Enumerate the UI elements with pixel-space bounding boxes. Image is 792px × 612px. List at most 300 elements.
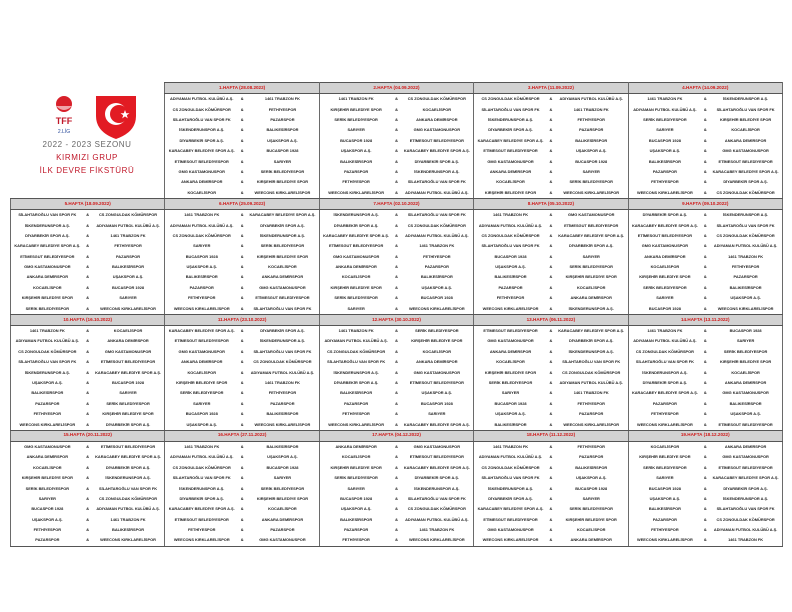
vs-separator: & bbox=[395, 348, 398, 354]
home-team: SARIYER bbox=[628, 473, 701, 483]
away-team: FETHİYESPOR bbox=[246, 388, 319, 398]
away-team: FETHİYESPOR bbox=[400, 251, 473, 261]
away-team: WEECONS KIRKLARELİSPOR bbox=[555, 188, 628, 199]
away-team: ADIYAMAN FUTBOL KULÜBÜ A.Ş. bbox=[92, 220, 165, 230]
away-team: CS ZONGULDAK KÖMÜRSPOR bbox=[709, 231, 782, 241]
home-team: ANKARA DEMİRSPOR bbox=[474, 347, 547, 357]
vs-separator: & bbox=[240, 464, 244, 470]
match-row bbox=[11, 525, 783, 535]
away-team: ETİMESGUT BELEDİYESPOR bbox=[246, 293, 319, 303]
away-team: SİLAHTAROĞLU VAN SPOR FK bbox=[709, 104, 782, 114]
vs-separator: & bbox=[395, 96, 398, 102]
vs-separator: & bbox=[395, 148, 398, 154]
match-row bbox=[11, 504, 783, 514]
away-team: ANKARA DEMİRSPOR bbox=[709, 378, 782, 388]
vs-separator: & bbox=[703, 400, 707, 406]
vs-separator: & bbox=[395, 464, 398, 470]
vs-separator: & bbox=[703, 212, 707, 218]
vs-separator: & bbox=[84, 535, 92, 546]
vs-separator: & bbox=[703, 359, 707, 365]
home-team: KARACABEY BELEDİYE SPOR A.Ş. bbox=[165, 504, 238, 514]
home-team: SİLAHTAROĞLU VAN SPOR FK bbox=[474, 241, 547, 251]
away-team: SİLAHTAROĞLU VAN SPOR FK bbox=[400, 209, 473, 220]
match-row bbox=[11, 347, 783, 357]
vs-separator: & bbox=[86, 359, 90, 365]
vs-separator: & bbox=[86, 243, 90, 249]
vs-separator: & bbox=[549, 232, 553, 238]
away-team: DİYARBEKİR SPOR A.Ş. bbox=[92, 463, 165, 473]
match-row bbox=[11, 483, 783, 493]
home-team: FETHİYESPOR bbox=[319, 535, 392, 546]
home-team: ANKARA DEMİRSPOR bbox=[628, 251, 701, 261]
vs-separator: & bbox=[86, 506, 90, 512]
away-team: KIRŞEHİR BELEDİYE SPOR bbox=[400, 336, 473, 346]
home-team: İSKENDERUNSPOR A.Ş. bbox=[319, 367, 392, 377]
home-team: ADIYAMAN FUTBOL KULÜBÜ A.Ş. bbox=[165, 220, 238, 230]
vs-separator: & bbox=[395, 284, 398, 290]
away-team: KARACABEY BELEDİYE SPOR A.Ş. bbox=[555, 325, 628, 336]
away-team: KOCAELİSPOR bbox=[92, 325, 165, 336]
vs-separator: & bbox=[395, 328, 398, 334]
away-team: İSKENDERUNSPOR A.Ş. bbox=[555, 303, 628, 314]
home-team: WEECONS KIRKLARELİSPOR bbox=[319, 188, 392, 199]
vs-separator: & bbox=[703, 127, 707, 133]
away-team: KARACABEY BELEDİYE SPOR A.Ş. bbox=[92, 452, 165, 462]
home-team: SERİK BELEDİYESPOR bbox=[11, 303, 84, 314]
vs-separator: & bbox=[701, 535, 709, 546]
week-header: 13.HAFTA (06.11.2022) bbox=[474, 314, 628, 325]
vs-separator: & bbox=[86, 464, 90, 470]
match-row bbox=[11, 231, 783, 241]
vs-separator: & bbox=[549, 222, 553, 228]
away-team: KOCAELİSPOR bbox=[555, 283, 628, 293]
away-team: SARIYER bbox=[400, 409, 473, 419]
away-team: 1461 TRABZON FK bbox=[709, 251, 782, 261]
home-team: SİLAHTAROĞLU VAN SPOR FK bbox=[11, 357, 84, 367]
home-team: BUCASPOR 1928 bbox=[628, 483, 701, 493]
home-team: SERİK BELEDİYESPOR bbox=[11, 483, 84, 493]
vs-separator: & bbox=[547, 188, 555, 199]
vs-separator: & bbox=[701, 303, 709, 314]
week-header: 15.HAFTA (20.11.2022) bbox=[11, 430, 165, 441]
away-team: PAZARSPOR bbox=[709, 272, 782, 282]
home-team: DİYARBEKİR SPOR A.Ş. bbox=[628, 378, 701, 388]
away-team: KIRŞEHİR BELEDİYE SPOR bbox=[555, 514, 628, 524]
vs-separator: & bbox=[395, 274, 398, 280]
vs-separator: & bbox=[395, 475, 398, 481]
away-team: DİYARBEKİR SPOR A.Ş. bbox=[709, 177, 782, 187]
vs-separator: & bbox=[240, 475, 244, 481]
home-team: ETİMESGUT BELEDİYESPOR bbox=[165, 514, 238, 524]
home-team: KARACABEY BELEDİYE SPOR A.Ş. bbox=[165, 146, 238, 156]
home-team: PAZARSPOR bbox=[319, 525, 392, 535]
home-team: KIRŞEHİR BELEDİYE SPOR bbox=[474, 188, 547, 199]
away-team: KOCAELİSPOR bbox=[246, 504, 319, 514]
home-team: KIRŞEHİR BELEDİYE SPOR bbox=[628, 272, 701, 282]
away-team: DİYARBEKİR SPOR A.Ş. bbox=[400, 156, 473, 166]
tff-logo-icon bbox=[44, 92, 84, 138]
match-row bbox=[11, 283, 783, 293]
away-team: GMG KASTAMONUSPOR bbox=[709, 146, 782, 156]
home-team: BALIKESİRSPOR bbox=[628, 504, 701, 514]
away-team: KARACABEY BELEDİYE SPOR A.Ş. bbox=[400, 419, 473, 430]
away-team: PAZARSPOR bbox=[246, 525, 319, 535]
away-team: İSKENDERUNSPOR A.Ş. bbox=[246, 231, 319, 241]
vs-separator: & bbox=[703, 222, 707, 228]
vs-separator: & bbox=[240, 253, 244, 259]
vs-separator: & bbox=[395, 527, 398, 533]
away-team: 1461 TRABZON FK bbox=[400, 525, 473, 535]
away-team: WEECONS KIRKLARELİSPOR bbox=[709, 303, 782, 314]
vs-separator: & bbox=[395, 106, 398, 112]
away-team: İSKENDERUNSPOR A.Ş. bbox=[709, 94, 782, 105]
match-row bbox=[11, 378, 783, 388]
home-team: UŞAKSPOR A.Ş. bbox=[319, 504, 392, 514]
match-row bbox=[11, 463, 783, 473]
away-team: BUCASPOR 1928 bbox=[246, 463, 319, 473]
home-team: SİLAHTAROĞLU VAN SPOR FK bbox=[474, 473, 547, 483]
away-team: PAZARSPOR bbox=[246, 399, 319, 409]
away-team: WEECONS KIRKLARELİSPOR bbox=[92, 535, 165, 546]
vs-separator: & bbox=[86, 284, 90, 290]
home-team: BUCASPOR 1928 bbox=[165, 409, 238, 419]
home-team: FETHİYESPOR bbox=[11, 525, 84, 535]
home-team: SARIYER bbox=[628, 125, 701, 135]
home-team: KOCAELİSPOR bbox=[11, 283, 84, 293]
match-row bbox=[11, 293, 783, 303]
match-row bbox=[11, 272, 783, 282]
match-row bbox=[11, 514, 783, 524]
home-team: KIRŞEHİR BELEDİYE SPOR bbox=[628, 452, 701, 462]
home-team: GMG KASTAMONUSPOR bbox=[474, 156, 547, 166]
match-row bbox=[11, 535, 783, 546]
away-team: ADIYAMAN FUTBOL KULÜBÜ A.Ş. bbox=[400, 231, 473, 241]
vs-separator: & bbox=[86, 380, 90, 385]
home-team: UŞAKSPOR A.Ş. bbox=[319, 146, 392, 156]
home-team: SİLAHTAROĞLU VAN SPOR FK bbox=[628, 357, 701, 367]
away-team: BALIKESİRSPOR bbox=[555, 136, 628, 146]
vs-separator: & bbox=[549, 390, 553, 396]
home-team: ADIYAMAN FUTBOL KULÜBÜ A.Ş. bbox=[474, 452, 547, 462]
season-label: 2022 - 2023 SEZONU bbox=[42, 140, 132, 149]
home-team: WEECONS KIRKLARELİSPOR bbox=[11, 419, 84, 430]
away-team: ADIYAMAN FUTBOL KULÜBÜ A.Ş. bbox=[246, 367, 319, 377]
home-team: PAZARSPOR bbox=[474, 283, 547, 293]
vs-separator: & bbox=[549, 338, 553, 344]
away-team: KIRŞEHİR BELEDİYE SPOR bbox=[246, 251, 319, 261]
home-team: BALIKESİRSPOR bbox=[11, 388, 84, 398]
home-team: İSKENDERUNSPOR A.Ş. bbox=[628, 367, 701, 377]
away-team: SİLAHTAROĞLU VAN SPOR FK bbox=[246, 303, 319, 314]
home-team: ANKARA DEMİRSPOR bbox=[165, 357, 238, 367]
away-team: KARACABEY BELEDİYE SPOR A.Ş. bbox=[709, 167, 782, 177]
vs-separator: & bbox=[240, 411, 244, 417]
home-team: BALIKESİRSPOR bbox=[319, 388, 392, 398]
away-team: SERİK BELEDİYESPOR bbox=[246, 241, 319, 251]
match-row bbox=[11, 399, 783, 409]
vs-separator: & bbox=[703, 243, 707, 249]
vs-separator: & bbox=[240, 328, 244, 334]
home-team: İSKENDERUNSPOR A.Ş. bbox=[11, 367, 84, 377]
match-row bbox=[11, 367, 783, 377]
home-team: ETİMESGUT BELEDİYESPOR bbox=[165, 336, 238, 346]
vs-separator: & bbox=[86, 222, 90, 228]
home-team: UŞAKSPOR A.Ş. bbox=[165, 262, 238, 272]
away-team: KARACABEY BELEDİYE SPOR A.Ş. bbox=[400, 146, 473, 156]
away-team: FETHİYESPOR bbox=[555, 115, 628, 125]
away-team: WEECONS KIRKLARELİSPOR bbox=[246, 188, 319, 199]
home-team: UŞAKSPOR A.Ş. bbox=[165, 419, 238, 430]
away-team: İSKENDERUNSPOR A.Ş. bbox=[92, 473, 165, 483]
home-team: CS ZONGULDAK KÖMÜRSPOR bbox=[628, 347, 701, 357]
vs-separator: & bbox=[240, 96, 244, 102]
match-row bbox=[11, 209, 783, 220]
vs-separator: & bbox=[240, 516, 244, 522]
home-team: İSKENDERUNSPOR A.Ş. bbox=[165, 483, 238, 493]
vs-separator: & bbox=[240, 106, 244, 112]
away-team: KARACABEY BELEDİYE SPOR A.Ş. bbox=[555, 231, 628, 241]
vs-separator: & bbox=[86, 232, 90, 238]
away-team: FETHİYESPOR bbox=[709, 262, 782, 272]
vs-separator: & bbox=[549, 106, 553, 112]
away-team: DİYARBEKİR SPOR A.Ş. bbox=[555, 241, 628, 251]
vs-separator: & bbox=[549, 127, 553, 133]
away-team: 1461 TRABZON FK bbox=[400, 241, 473, 251]
home-team: SARIYER bbox=[11, 494, 84, 504]
vs-separator: & bbox=[703, 106, 707, 112]
vs-separator: & bbox=[240, 527, 244, 533]
vs-separator: & bbox=[549, 253, 553, 259]
home-team: ETİMESGUT BELEDİYESPOR bbox=[11, 251, 84, 261]
away-team: ADIYAMAN FUTBOL KULÜBÜ A.Ş. bbox=[92, 504, 165, 514]
home-team: DİYARBEKİR SPOR A.Ş. bbox=[165, 494, 238, 504]
home-team: KARACABEY BELEDİYE SPOR A.Ş. bbox=[474, 136, 547, 146]
vs-separator: & bbox=[395, 264, 398, 270]
away-team: GMG KASTAMONUSPOR bbox=[400, 441, 473, 452]
vs-separator: & bbox=[395, 369, 398, 375]
vs-separator: & bbox=[703, 179, 707, 185]
match-row bbox=[11, 452, 783, 462]
home-team: SARIYER bbox=[628, 293, 701, 303]
away-team: PAZARSPOR bbox=[92, 251, 165, 261]
away-team: UŞAKSPOR A.Ş. bbox=[709, 409, 782, 419]
vs-separator: & bbox=[240, 284, 244, 290]
home-team: 1461 TRABZON FK bbox=[319, 94, 392, 105]
home-team: 1461 TRABZON FK bbox=[628, 325, 701, 336]
home-team: SİLAHTAROĞLU VAN SPOR FK bbox=[11, 209, 84, 220]
home-team: İSKENDERUNSPOR A.Ş. bbox=[474, 483, 547, 493]
home-team: GMG KASTAMONUSPOR bbox=[11, 441, 84, 452]
tff-logo-subtext: 2.LİG bbox=[57, 129, 71, 135]
vs-separator: & bbox=[549, 475, 553, 481]
home-team: UŞAKSPOR A.Ş. bbox=[628, 146, 701, 156]
away-team: BALIKESİRSPOR bbox=[246, 441, 319, 452]
match-row bbox=[11, 241, 783, 251]
home-team: ETİMESGUT BELEDİYESPOR bbox=[474, 146, 547, 156]
vs-separator: & bbox=[703, 485, 707, 491]
home-team: 1461 TRABZON FK bbox=[474, 209, 547, 220]
week-header-row bbox=[11, 198, 783, 209]
home-team: 1461 TRABZON FK bbox=[474, 441, 547, 452]
vs-separator: & bbox=[395, 400, 398, 406]
away-team: GMG KASTAMONUSPOR bbox=[246, 535, 319, 546]
away-team: CS ZONGULDAK KÖMÜRSPOR bbox=[400, 504, 473, 514]
away-team: SARIYER bbox=[92, 293, 165, 303]
home-team: ETİMESGUT BELEDİYESPOR bbox=[165, 156, 238, 166]
home-team: DİYARBEKİR SPOR A.Ş. bbox=[319, 220, 392, 230]
away-team: KARACABEY BELEDİYE SPOR A.Ş. bbox=[709, 473, 782, 483]
home-team: GMG KASTAMONUSPOR bbox=[165, 167, 238, 177]
home-team: CS ZONGULDAK KÖMÜRSPOR bbox=[11, 347, 84, 357]
home-team: ETİMESGUT BELEDİYESPOR bbox=[319, 241, 392, 251]
home-team: WEECONS KIRKLARELİSPOR bbox=[474, 535, 547, 546]
vs-separator: & bbox=[86, 264, 90, 270]
away-team: GMG KASTAMONUSPOR bbox=[709, 452, 782, 462]
away-team: GMG KASTAMONUSPOR bbox=[709, 388, 782, 398]
home-team: BUCASPOR 1928 bbox=[319, 136, 392, 146]
away-team: ADIYAMAN FUTBOL KULÜBÜ A.Ş. bbox=[555, 378, 628, 388]
vs-separator: & bbox=[549, 148, 553, 154]
away-team: UŞAKSPOR A.Ş. bbox=[555, 473, 628, 483]
vs-separator: & bbox=[703, 527, 707, 533]
vs-separator: & bbox=[86, 495, 90, 501]
away-team: CS ZONGULDAK KÖMÜRSPOR bbox=[555, 367, 628, 377]
away-team: SERİK BELEDİYESPOR bbox=[246, 483, 319, 493]
match-row bbox=[11, 357, 783, 367]
away-team: KOCAELİSPOR bbox=[709, 367, 782, 377]
vs-separator: & bbox=[240, 117, 244, 123]
home-team: SARIYER bbox=[474, 388, 547, 398]
away-team: BUCASPOR 1928 bbox=[400, 399, 473, 409]
home-team: FETHİYESPOR bbox=[628, 409, 701, 419]
home-team: 1461 TRABZON FK bbox=[628, 94, 701, 105]
vs-separator: & bbox=[392, 535, 400, 546]
away-team: BUCASPOR 1928 bbox=[246, 146, 319, 156]
home-team: SARIYER bbox=[319, 303, 392, 314]
vs-separator: & bbox=[703, 348, 707, 354]
match-row bbox=[11, 441, 783, 452]
vs-separator: & bbox=[240, 232, 244, 238]
away-team: SERİK BELEDİYESPOR bbox=[709, 347, 782, 357]
home-team: BUCASPOR 1928 bbox=[474, 251, 547, 261]
away-team: SARIYER bbox=[246, 156, 319, 166]
home-team: İSKENDERUNSPOR A.Ş. bbox=[319, 209, 392, 220]
home-team: KARACABEY BELEDİYE SPOR A.Ş. bbox=[11, 241, 84, 251]
vs-separator: & bbox=[703, 390, 707, 396]
vs-separator: & bbox=[395, 179, 398, 185]
away-team: 1461 TRABZON FK bbox=[555, 388, 628, 398]
away-team: GMG KASTAMONUSPOR bbox=[400, 367, 473, 377]
vs-separator: & bbox=[86, 212, 90, 218]
home-team: KOCAELİSPOR bbox=[474, 177, 547, 187]
away-team: BUCASPOR 1928 bbox=[555, 156, 628, 166]
away-team: WEECONS KIRKLARELİSPOR bbox=[246, 419, 319, 430]
vs-separator: & bbox=[395, 243, 398, 249]
home-team: SERİK BELEDİYESPOR bbox=[165, 388, 238, 398]
away-team: KIRŞEHİR BELEDİYE SPOR bbox=[709, 357, 782, 367]
vs-separator: & bbox=[395, 117, 398, 123]
vs-separator: & bbox=[547, 303, 555, 314]
home-team: SİLAHTAROĞLU VAN SPOR FK bbox=[165, 115, 238, 125]
home-team: SERİK BELEDİYESPOR bbox=[319, 115, 392, 125]
away-team: CS ZONGULDAK KÖMÜRSPOR bbox=[709, 514, 782, 524]
week-header: 14.HAFTA (13.11.2022) bbox=[628, 314, 782, 325]
home-team: SARIYER bbox=[165, 399, 238, 409]
home-team: KOCAELİSPOR bbox=[11, 463, 84, 473]
home-team: SERİK BELEDİYESPOR bbox=[319, 293, 392, 303]
vs-separator: & bbox=[240, 179, 244, 185]
away-team: ANKARA DEMİRSPOR bbox=[400, 115, 473, 125]
home-team: BUCASPOR 1928 bbox=[474, 399, 547, 409]
vs-separator: & bbox=[549, 158, 553, 164]
vs-separator: & bbox=[549, 359, 553, 365]
away-team: KIRŞEHİR BELEDİYE SPOR bbox=[92, 409, 165, 419]
vs-separator: & bbox=[549, 264, 553, 270]
home-team: PAZARSPOR bbox=[319, 167, 392, 177]
away-team: KARACABEY BELEDİYE SPOR A.Ş. bbox=[246, 209, 319, 220]
away-team: WEECONS KIRKLARELİSPOR bbox=[92, 303, 165, 314]
home-team: UŞAKSPOR A.Ş. bbox=[11, 378, 84, 388]
home-team: CS ZONGULDAK KÖMÜRSPOR bbox=[165, 104, 238, 114]
away-team: ETİMESGUT BELEDİYESPOR bbox=[400, 136, 473, 146]
home-team: ANKARA DEMİRSPOR bbox=[11, 272, 84, 282]
away-team: DİYARBEKİR SPOR A.Ş. bbox=[246, 220, 319, 230]
home-team: PAZARSPOR bbox=[628, 514, 701, 524]
away-team: CS ZONGULDAK KÖMÜRSPOR bbox=[400, 94, 473, 105]
away-team: BALIKESİRSPOR bbox=[92, 525, 165, 535]
away-team: CS ZONGULDAK KÖMÜRSPOR bbox=[400, 220, 473, 230]
away-team: BALIKESİRSPOR bbox=[709, 399, 782, 409]
vs-separator: & bbox=[240, 454, 244, 460]
vs-separator: & bbox=[86, 274, 90, 280]
vs-separator: & bbox=[549, 328, 553, 334]
vs-separator: & bbox=[240, 222, 244, 228]
week-header: 3.HAFTA (11.09.2022) bbox=[474, 83, 628, 94]
week-header: 6.HAFTA (25.09.2022) bbox=[165, 198, 319, 209]
away-team: PAZARSPOR bbox=[246, 115, 319, 125]
vs-separator: & bbox=[703, 495, 707, 501]
vs-separator: & bbox=[395, 454, 398, 460]
home-team: CS ZONGULDAK KÖMÜRSPOR bbox=[474, 94, 547, 105]
away-team: SİLAHTAROĞLU VAN SPOR FK bbox=[400, 177, 473, 187]
home-team: UŞAKSPOR A.Ş. bbox=[474, 262, 547, 272]
week-header: 17.HAFTA (04.12.2022) bbox=[319, 430, 473, 441]
vs-separator: & bbox=[703, 443, 707, 449]
vs-separator: & bbox=[549, 411, 553, 417]
match-row bbox=[11, 251, 783, 261]
away-team: ETİMESGUT BELEDİYESPOR bbox=[92, 357, 165, 367]
turkish-federation-crest-icon bbox=[94, 94, 138, 140]
vs-separator: & bbox=[392, 303, 400, 314]
vs-separator: & bbox=[549, 274, 553, 280]
away-team: KARACABEY BELEDİYE SPOR A.Ş. bbox=[400, 463, 473, 473]
away-team: ETİMESGUT BELEDİYESPOR bbox=[400, 452, 473, 462]
away-team: BUCASPOR 1928 bbox=[400, 293, 473, 303]
home-team: WEECONS KIRKLARELİSPOR bbox=[628, 535, 701, 546]
home-team: SARIYER bbox=[319, 125, 392, 135]
away-team: BALIKESİRSPOR bbox=[92, 262, 165, 272]
vs-separator: & bbox=[86, 400, 90, 406]
vs-separator: & bbox=[238, 535, 246, 546]
vs-separator: & bbox=[395, 359, 398, 365]
home-team: GMG KASTAMONUSPOR bbox=[319, 251, 392, 261]
away-team: ETİMESGUT BELEDİYESPOR bbox=[555, 220, 628, 230]
away-team: PAZARSPOR bbox=[555, 125, 628, 135]
vs-separator: & bbox=[238, 188, 246, 199]
home-team: 1461 TRABZON FK bbox=[165, 441, 238, 452]
away-team: ANKARA DEMİRSPOR bbox=[709, 136, 782, 146]
vs-separator: & bbox=[703, 274, 707, 280]
